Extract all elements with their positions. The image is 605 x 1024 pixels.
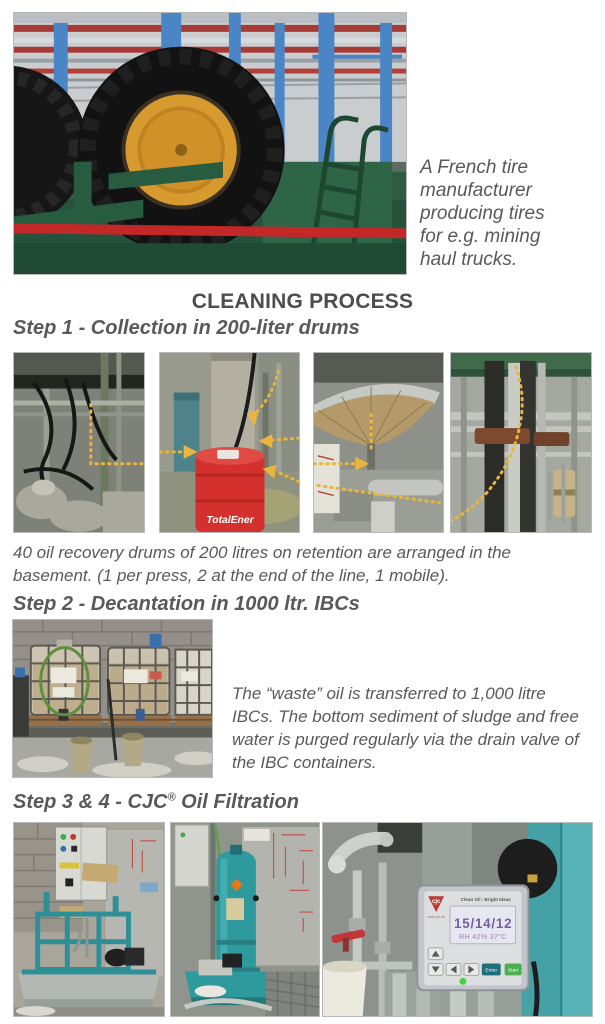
cjc-logo-url: www.cjc.dk xyxy=(427,915,445,920)
start-button-label: Start xyxy=(507,968,519,974)
oil-drum xyxy=(195,447,264,532)
ibc-tote-3 xyxy=(175,650,212,715)
step2-photo-ibc-containers xyxy=(12,619,213,778)
hero-caption: A French tire manufacturer producing tires for e.g. mining haul trucks. xyxy=(420,157,545,270)
drip-tray xyxy=(18,973,160,999)
step1-caption: 40 oil recovery drums of 200 litres on retention are arranged in the basement. (1 per press, 2 at the end of the line, 1 mobile). xyxy=(13,543,511,585)
ibc-tote-1 xyxy=(31,640,100,721)
drum-brand-label: TotalEner xyxy=(206,515,254,527)
hang-tag xyxy=(82,863,119,883)
step3-photo-filter-vessel xyxy=(170,822,320,1017)
hero-photo-tire-factory xyxy=(13,12,407,275)
step1-photo-press-columns xyxy=(450,352,592,533)
step1-heading: Step 1 - Collection in 200-liter drums xyxy=(13,317,360,339)
control-cabinet xyxy=(55,827,106,900)
step2-paragraph: The “waste” oil is transferred to 1,000 litre IBCs. The bottom sediment of sludge and free water is purged regularly via the drain valve of the IBC containers. xyxy=(232,684,579,772)
step1-photo-hoses xyxy=(13,352,145,533)
cjc-logo-text: cjc xyxy=(432,899,441,906)
step2-heading: Step 2 - Decantation in 1000 ltr. IBCs xyxy=(13,593,360,615)
step1-photo-press-dish xyxy=(313,352,444,533)
registered-mark: ® xyxy=(167,791,176,804)
device-brand-line: Clean Oil - Bright Ideas xyxy=(460,897,511,903)
step3-photo-filter-skid xyxy=(13,822,165,1017)
step1-photo-drum xyxy=(159,352,300,533)
page-title: CLEANING PROCESS xyxy=(191,290,414,313)
white-banner xyxy=(314,444,340,513)
tire-factory-illustration xyxy=(14,13,406,274)
status-led xyxy=(459,978,466,985)
step3-heading xyxy=(13,791,299,814)
ibc-tote-2 xyxy=(108,634,169,721)
white-bucket xyxy=(323,967,367,1016)
lcd-particle-counts: 15/14/12 xyxy=(454,915,512,931)
step3-heading-prefix: Step 3 & 4 - CJC xyxy=(13,791,168,813)
enter-button-label: Enter xyxy=(485,968,498,974)
step3-heading-suffix: Oil Filtration xyxy=(175,791,299,813)
wooden-pallets xyxy=(29,715,212,726)
step3-photo-display-closeup xyxy=(322,822,593,1017)
lcd-humidity-temp: RH 42% 37°C xyxy=(458,931,507,941)
